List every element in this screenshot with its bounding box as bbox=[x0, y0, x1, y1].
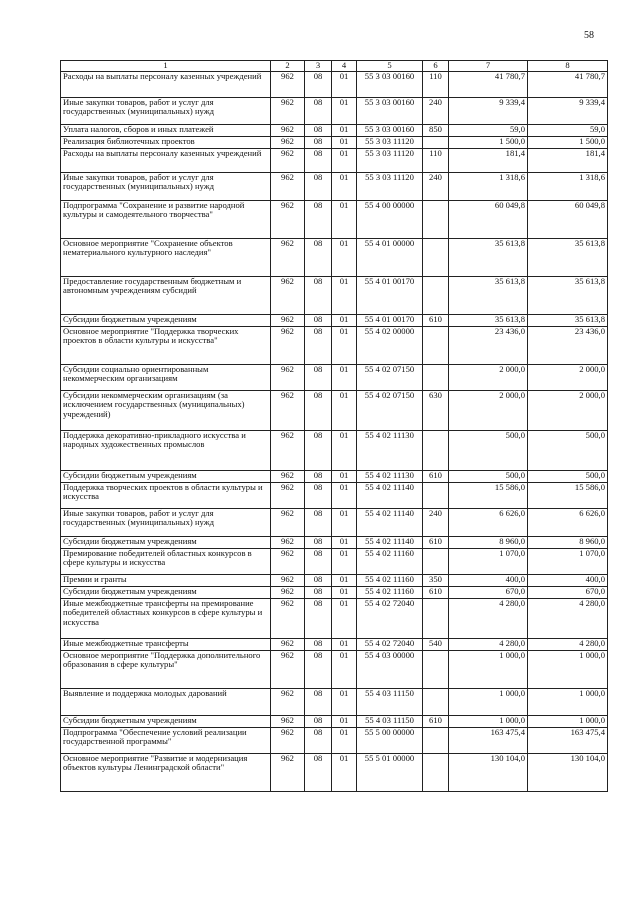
expense-type-code-cell: 610 bbox=[423, 537, 449, 549]
table-row bbox=[61, 72, 608, 98]
amount-cell: 500,0 bbox=[449, 431, 528, 471]
column-header: 1 bbox=[61, 61, 271, 72]
amount-cell: 181,4 bbox=[528, 149, 608, 173]
column-header: 2 bbox=[271, 61, 305, 72]
table-row bbox=[61, 315, 608, 327]
expense-name-cell: Субсидии бюджетным учреждениям bbox=[61, 315, 271, 327]
subsection-code-cell: 01 bbox=[332, 327, 357, 365]
amount-cell: 60 049,8 bbox=[528, 201, 608, 239]
target-article-code-cell: 55 4 02 11160 bbox=[357, 575, 423, 587]
ministry-code-cell: 962 bbox=[271, 716, 305, 728]
target-article-code-cell: 55 4 00 00000 bbox=[357, 201, 423, 239]
amount-cell: 41 780,7 bbox=[528, 72, 608, 98]
amount-cell: 59,0 bbox=[449, 125, 528, 137]
section-code-cell: 08 bbox=[305, 599, 332, 639]
target-article-code-cell: 55 4 01 00170 bbox=[357, 277, 423, 315]
table-row bbox=[61, 651, 608, 689]
expense-name-cell: Субсидии бюджетным учреждениям bbox=[61, 537, 271, 549]
amount-cell: 35 613,8 bbox=[449, 315, 528, 327]
expense-type-code-cell: 240 bbox=[423, 98, 449, 125]
subsection-code-cell: 01 bbox=[332, 72, 357, 98]
amount-cell: 670,0 bbox=[449, 587, 528, 599]
target-article-code-cell: 55 4 02 11130 bbox=[357, 471, 423, 483]
ministry-code-cell: 962 bbox=[271, 391, 305, 431]
column-header: 5 bbox=[357, 61, 423, 72]
ministry-code-cell: 962 bbox=[271, 137, 305, 149]
amount-cell: 60 049,8 bbox=[449, 201, 528, 239]
expense-name-cell: Субсидии социально ориентированным некоммерческим организациям bbox=[61, 365, 271, 391]
section-code-cell: 08 bbox=[305, 509, 332, 537]
amount-cell: 1 000,0 bbox=[449, 689, 528, 716]
amount-cell: 163 475,4 bbox=[528, 728, 608, 754]
ministry-code-cell: 962 bbox=[271, 728, 305, 754]
subsection-code-cell: 01 bbox=[332, 471, 357, 483]
expense-type-code-cell bbox=[423, 651, 449, 689]
column-header: 4 bbox=[332, 61, 357, 72]
table-row bbox=[61, 201, 608, 239]
amount-cell: 4 280,0 bbox=[528, 599, 608, 639]
ministry-code-cell: 962 bbox=[271, 689, 305, 716]
expense-type-code-cell bbox=[423, 201, 449, 239]
table-row bbox=[61, 173, 608, 201]
amount-cell: 400,0 bbox=[449, 575, 528, 587]
expense-name-cell: Основное мероприятие "Поддержка дополнительного образования в сфере культуры" bbox=[61, 651, 271, 689]
target-article-code-cell: 55 4 02 72040 bbox=[357, 639, 423, 651]
target-article-code-cell: 55 4 03 11150 bbox=[357, 689, 423, 716]
subsection-code-cell: 01 bbox=[332, 98, 357, 125]
section-code-cell: 08 bbox=[305, 754, 332, 792]
expense-name-cell: Субсидии бюджетным учреждениям bbox=[61, 471, 271, 483]
target-article-code-cell: 55 5 01 00000 bbox=[357, 754, 423, 792]
amount-cell: 2 000,0 bbox=[449, 365, 528, 391]
amount-cell: 6 626,0 bbox=[528, 509, 608, 537]
expense-name-cell: Выявление и поддержка молодых дарований bbox=[61, 689, 271, 716]
expense-name-cell: Предоставление государственным бюджетным и автономным учреждениям субсидий bbox=[61, 277, 271, 315]
section-code-cell: 08 bbox=[305, 689, 332, 716]
expense-type-code-cell: 110 bbox=[423, 72, 449, 98]
section-code-cell: 08 bbox=[305, 327, 332, 365]
ministry-code-cell: 962 bbox=[271, 239, 305, 277]
section-code-cell: 08 bbox=[305, 587, 332, 599]
target-article-code-cell: 55 4 02 11130 bbox=[357, 431, 423, 471]
amount-cell: 23 436,0 bbox=[528, 327, 608, 365]
ministry-code-cell: 962 bbox=[271, 173, 305, 201]
expense-type-code-cell bbox=[423, 365, 449, 391]
amount-cell: 1 500,0 bbox=[449, 137, 528, 149]
expense-name-cell: Поддержка декоративно-прикладного искусства и народных художественных промыслов bbox=[61, 431, 271, 471]
target-article-code-cell: 55 4 02 11140 bbox=[357, 509, 423, 537]
expense-type-code-cell bbox=[423, 483, 449, 509]
table-row bbox=[61, 471, 608, 483]
amount-cell: 400,0 bbox=[528, 575, 608, 587]
section-code-cell: 08 bbox=[305, 125, 332, 137]
table-row bbox=[61, 728, 608, 754]
amount-cell: 1 000,0 bbox=[528, 716, 608, 728]
subsection-code-cell: 01 bbox=[332, 716, 357, 728]
ministry-code-cell: 962 bbox=[271, 277, 305, 315]
target-article-code-cell: 55 5 00 00000 bbox=[357, 728, 423, 754]
amount-cell: 2 000,0 bbox=[528, 365, 608, 391]
amount-cell: 2 000,0 bbox=[449, 391, 528, 431]
expense-type-code-cell: 630 bbox=[423, 391, 449, 431]
ministry-code-cell: 962 bbox=[271, 149, 305, 173]
table-row bbox=[61, 599, 608, 639]
amount-cell: 35 613,8 bbox=[528, 277, 608, 315]
section-code-cell: 08 bbox=[305, 537, 332, 549]
table-row bbox=[61, 98, 608, 125]
amount-cell: 8 960,0 bbox=[449, 537, 528, 549]
table-row bbox=[61, 587, 608, 599]
table-row bbox=[61, 137, 608, 149]
ministry-code-cell: 962 bbox=[271, 639, 305, 651]
expense-type-code-cell bbox=[423, 327, 449, 365]
subsection-code-cell: 01 bbox=[332, 651, 357, 689]
table-row bbox=[61, 716, 608, 728]
subsection-code-cell: 01 bbox=[332, 431, 357, 471]
section-code-cell: 08 bbox=[305, 239, 332, 277]
ministry-code-cell: 962 bbox=[271, 509, 305, 537]
target-article-code-cell: 55 4 02 11160 bbox=[357, 587, 423, 599]
amount-cell: 181,4 bbox=[449, 149, 528, 173]
expense-type-code-cell: 240 bbox=[423, 509, 449, 537]
ministry-code-cell: 962 bbox=[271, 754, 305, 792]
table-row bbox=[61, 754, 608, 792]
amount-cell: 1 000,0 bbox=[528, 689, 608, 716]
target-article-code-cell: 55 4 02 11140 bbox=[357, 537, 423, 549]
amount-cell: 500,0 bbox=[449, 471, 528, 483]
amount-cell: 23 436,0 bbox=[449, 327, 528, 365]
amount-cell: 15 586,0 bbox=[449, 483, 528, 509]
subsection-code-cell: 01 bbox=[332, 728, 357, 754]
ministry-code-cell: 962 bbox=[271, 365, 305, 391]
target-article-code-cell: 55 4 02 07150 bbox=[357, 391, 423, 431]
ministry-code-cell: 962 bbox=[271, 201, 305, 239]
ministry-code-cell: 962 bbox=[271, 483, 305, 509]
section-code-cell: 08 bbox=[305, 575, 332, 587]
amount-cell: 41 780,7 bbox=[449, 72, 528, 98]
amount-cell: 2 000,0 bbox=[528, 391, 608, 431]
table-row bbox=[61, 689, 608, 716]
section-code-cell: 08 bbox=[305, 639, 332, 651]
column-header: 8 bbox=[528, 61, 608, 72]
section-code-cell: 08 bbox=[305, 471, 332, 483]
amount-cell: 1 070,0 bbox=[528, 549, 608, 575]
expense-type-code-cell bbox=[423, 728, 449, 754]
section-code-cell: 08 bbox=[305, 651, 332, 689]
expense-name-cell: Подпрограмма "Сохранение и развитие народной культуры и самодеятельного творчества" bbox=[61, 201, 271, 239]
subsection-code-cell: 01 bbox=[332, 599, 357, 639]
subsection-code-cell: 01 bbox=[332, 137, 357, 149]
subsection-code-cell: 01 bbox=[332, 537, 357, 549]
expense-type-code-cell: 610 bbox=[423, 716, 449, 728]
section-code-cell: 08 bbox=[305, 137, 332, 149]
section-code-cell: 08 bbox=[305, 431, 332, 471]
amount-cell: 500,0 bbox=[528, 431, 608, 471]
target-article-code-cell: 55 3 03 00160 bbox=[357, 72, 423, 98]
ministry-code-cell: 962 bbox=[271, 537, 305, 549]
table-row bbox=[61, 239, 608, 277]
subsection-code-cell: 01 bbox=[332, 509, 357, 537]
ministry-code-cell: 962 bbox=[271, 599, 305, 639]
section-code-cell: 08 bbox=[305, 315, 332, 327]
table-row bbox=[61, 575, 608, 587]
table-row bbox=[61, 483, 608, 509]
table-row bbox=[61, 149, 608, 173]
expense-name-cell: Основное мероприятие "Сохранение объектов нематериального культурного наследия" bbox=[61, 239, 271, 277]
amount-cell: 35 613,8 bbox=[449, 239, 528, 277]
ministry-code-cell: 962 bbox=[271, 315, 305, 327]
ministry-code-cell: 962 bbox=[271, 125, 305, 137]
subsection-code-cell: 01 bbox=[332, 754, 357, 792]
expense-name-cell: Иные закупки товаров, работ и услуг для государственных (муниципальных) нужд bbox=[61, 98, 271, 125]
subsection-code-cell: 01 bbox=[332, 173, 357, 201]
expense-type-code-cell bbox=[423, 239, 449, 277]
amount-cell: 670,0 bbox=[528, 587, 608, 599]
section-code-cell: 08 bbox=[305, 72, 332, 98]
table-body bbox=[61, 72, 608, 792]
table-row bbox=[61, 365, 608, 391]
subsection-code-cell: 01 bbox=[332, 575, 357, 587]
table-row bbox=[61, 537, 608, 549]
target-article-code-cell: 55 4 02 11140 bbox=[357, 483, 423, 509]
amount-cell: 6 626,0 bbox=[449, 509, 528, 537]
expense-type-code-cell bbox=[423, 549, 449, 575]
expense-name-cell: Иные межбюджетные трансферты на премирование победителей областных конкурсов в сфере культуры и искусства bbox=[61, 599, 271, 639]
expense-name-cell: Поддержка творческих проектов в области культуры и искусства bbox=[61, 483, 271, 509]
section-code-cell: 08 bbox=[305, 149, 332, 173]
ministry-code-cell: 962 bbox=[271, 575, 305, 587]
expense-name-cell: Подпрограмма "Обеспечение условий реализации государственной программы" bbox=[61, 728, 271, 754]
amount-cell: 4 280,0 bbox=[528, 639, 608, 651]
section-code-cell: 08 bbox=[305, 716, 332, 728]
expense-type-code-cell: 850 bbox=[423, 125, 449, 137]
section-code-cell: 08 bbox=[305, 201, 332, 239]
ministry-code-cell: 962 bbox=[271, 651, 305, 689]
amount-cell: 4 280,0 bbox=[449, 599, 528, 639]
subsection-code-cell: 01 bbox=[332, 315, 357, 327]
expense-type-code-cell: 240 bbox=[423, 173, 449, 201]
section-code-cell: 08 bbox=[305, 728, 332, 754]
amount-cell: 4 280,0 bbox=[449, 639, 528, 651]
target-article-code-cell: 55 3 03 00160 bbox=[357, 98, 423, 125]
table-row bbox=[61, 391, 608, 431]
expense-name-cell: Премирование победителей областных конкурсов в сфере культуры и искусства bbox=[61, 549, 271, 575]
subsection-code-cell: 01 bbox=[332, 149, 357, 173]
section-code-cell: 08 bbox=[305, 365, 332, 391]
expense-name-cell: Субсидии бюджетным учреждениям bbox=[61, 716, 271, 728]
amount-cell: 1 318,6 bbox=[528, 173, 608, 201]
target-article-code-cell: 55 4 03 00000 bbox=[357, 651, 423, 689]
table-row bbox=[61, 431, 608, 471]
expense-name-cell: Основное мероприятие "Поддержка творческих проектов в области культуры и искусства" bbox=[61, 327, 271, 365]
ministry-code-cell: 962 bbox=[271, 549, 305, 575]
expense-type-code-cell bbox=[423, 689, 449, 716]
subsection-code-cell: 01 bbox=[332, 201, 357, 239]
subsection-code-cell: 01 bbox=[332, 391, 357, 431]
subsection-code-cell: 01 bbox=[332, 125, 357, 137]
subsection-code-cell: 01 bbox=[332, 689, 357, 716]
table-row bbox=[61, 277, 608, 315]
column-header: 6 bbox=[423, 61, 449, 72]
target-article-code-cell: 55 3 03 00160 bbox=[357, 125, 423, 137]
ministry-code-cell: 962 bbox=[271, 431, 305, 471]
amount-cell: 1 318,6 bbox=[449, 173, 528, 201]
column-header: 3 bbox=[305, 61, 332, 72]
target-article-code-cell: 55 4 02 11160 bbox=[357, 549, 423, 575]
expense-name-cell: Иные закупки товаров, работ и услуг для государственных (муниципальных) нужд bbox=[61, 509, 271, 537]
column-header: 7 bbox=[449, 61, 528, 72]
expense-name-cell: Реализация библиотечных проектов bbox=[61, 137, 271, 149]
target-article-code-cell: 55 4 02 00000 bbox=[357, 327, 423, 365]
expense-name-cell: Премии и гранты bbox=[61, 575, 271, 587]
expense-name-cell: Субсидии бюджетным учреждениям bbox=[61, 587, 271, 599]
section-code-cell: 08 bbox=[305, 98, 332, 125]
expense-type-code-cell bbox=[423, 137, 449, 149]
expense-name-cell: Иные межбюджетные трансферты bbox=[61, 639, 271, 651]
amount-cell: 35 613,8 bbox=[449, 277, 528, 315]
expense-type-code-cell bbox=[423, 277, 449, 315]
section-code-cell: 08 bbox=[305, 549, 332, 575]
expense-name-cell: Иные закупки товаров, работ и услуг для государственных (муниципальных) нужд bbox=[61, 173, 271, 201]
amount-cell: 35 613,8 bbox=[528, 239, 608, 277]
amount-cell: 163 475,4 bbox=[449, 728, 528, 754]
target-article-code-cell: 55 4 02 72040 bbox=[357, 599, 423, 639]
expense-name-cell: Расходы на выплаты персоналу казенных учреждений bbox=[61, 72, 271, 98]
amount-cell: 1 000,0 bbox=[449, 716, 528, 728]
amount-cell: 1 070,0 bbox=[449, 549, 528, 575]
amount-cell: 59,0 bbox=[528, 125, 608, 137]
target-article-code-cell: 55 4 01 00000 bbox=[357, 239, 423, 277]
table-row bbox=[61, 125, 608, 137]
table-header-row bbox=[61, 61, 608, 72]
ministry-code-cell: 962 bbox=[271, 327, 305, 365]
target-article-code-cell: 55 3 03 11120 bbox=[357, 173, 423, 201]
expense-name-cell: Субсидии некоммерческим организациям (за исключением государственных (муниципальных) учреждений) bbox=[61, 391, 271, 431]
ministry-code-cell: 962 bbox=[271, 587, 305, 599]
expense-type-code-cell: 540 bbox=[423, 639, 449, 651]
amount-cell: 1 500,0 bbox=[528, 137, 608, 149]
amount-cell: 9 339,4 bbox=[528, 98, 608, 125]
subsection-code-cell: 01 bbox=[332, 483, 357, 509]
section-code-cell: 08 bbox=[305, 277, 332, 315]
subsection-code-cell: 01 bbox=[332, 587, 357, 599]
amount-cell: 130 104,0 bbox=[449, 754, 528, 792]
budget-table bbox=[60, 60, 608, 792]
ministry-code-cell: 962 bbox=[271, 98, 305, 125]
amount-cell: 500,0 bbox=[528, 471, 608, 483]
subsection-code-cell: 01 bbox=[332, 365, 357, 391]
table-row bbox=[61, 549, 608, 575]
expense-type-code-cell: 610 bbox=[423, 315, 449, 327]
amount-cell: 130 104,0 bbox=[528, 754, 608, 792]
table-row bbox=[61, 509, 608, 537]
expense-name-cell: Расходы на выплаты персоналу казенных учреждений bbox=[61, 149, 271, 173]
amount-cell: 15 586,0 bbox=[528, 483, 608, 509]
expense-type-code-cell bbox=[423, 431, 449, 471]
table-row bbox=[61, 639, 608, 651]
amount-cell: 1 000,0 bbox=[528, 651, 608, 689]
expense-type-code-cell: 610 bbox=[423, 587, 449, 599]
ministry-code-cell: 962 bbox=[271, 471, 305, 483]
expense-type-code-cell: 110 bbox=[423, 149, 449, 173]
expense-type-code-cell: 350 bbox=[423, 575, 449, 587]
subsection-code-cell: 01 bbox=[332, 549, 357, 575]
section-code-cell: 08 bbox=[305, 173, 332, 201]
amount-cell: 35 613,8 bbox=[528, 315, 608, 327]
target-article-code-cell: 55 4 02 07150 bbox=[357, 365, 423, 391]
target-article-code-cell: 55 3 03 11120 bbox=[357, 149, 423, 173]
target-article-code-cell: 55 3 03 11120 bbox=[357, 137, 423, 149]
expense-name-cell: Уплата налогов, сборов и иных платежей bbox=[61, 125, 271, 137]
expense-type-code-cell bbox=[423, 599, 449, 639]
ministry-code-cell: 962 bbox=[271, 72, 305, 98]
expense-type-code-cell bbox=[423, 754, 449, 792]
section-code-cell: 08 bbox=[305, 391, 332, 431]
subsection-code-cell: 01 bbox=[332, 639, 357, 651]
page-number: 58 bbox=[584, 30, 594, 41]
amount-cell: 8 960,0 bbox=[528, 537, 608, 549]
amount-cell: 9 339,4 bbox=[449, 98, 528, 125]
target-article-code-cell: 55 4 03 11150 bbox=[357, 716, 423, 728]
table-row bbox=[61, 327, 608, 365]
expense-type-code-cell: 610 bbox=[423, 471, 449, 483]
amount-cell: 1 000,0 bbox=[449, 651, 528, 689]
expense-name-cell: Основное мероприятие "Развитие и модернизация объектов культуры Ленинградской области" bbox=[61, 754, 271, 792]
subsection-code-cell: 01 bbox=[332, 277, 357, 315]
section-code-cell: 08 bbox=[305, 483, 332, 509]
subsection-code-cell: 01 bbox=[332, 239, 357, 277]
target-article-code-cell: 55 4 01 00170 bbox=[357, 315, 423, 327]
